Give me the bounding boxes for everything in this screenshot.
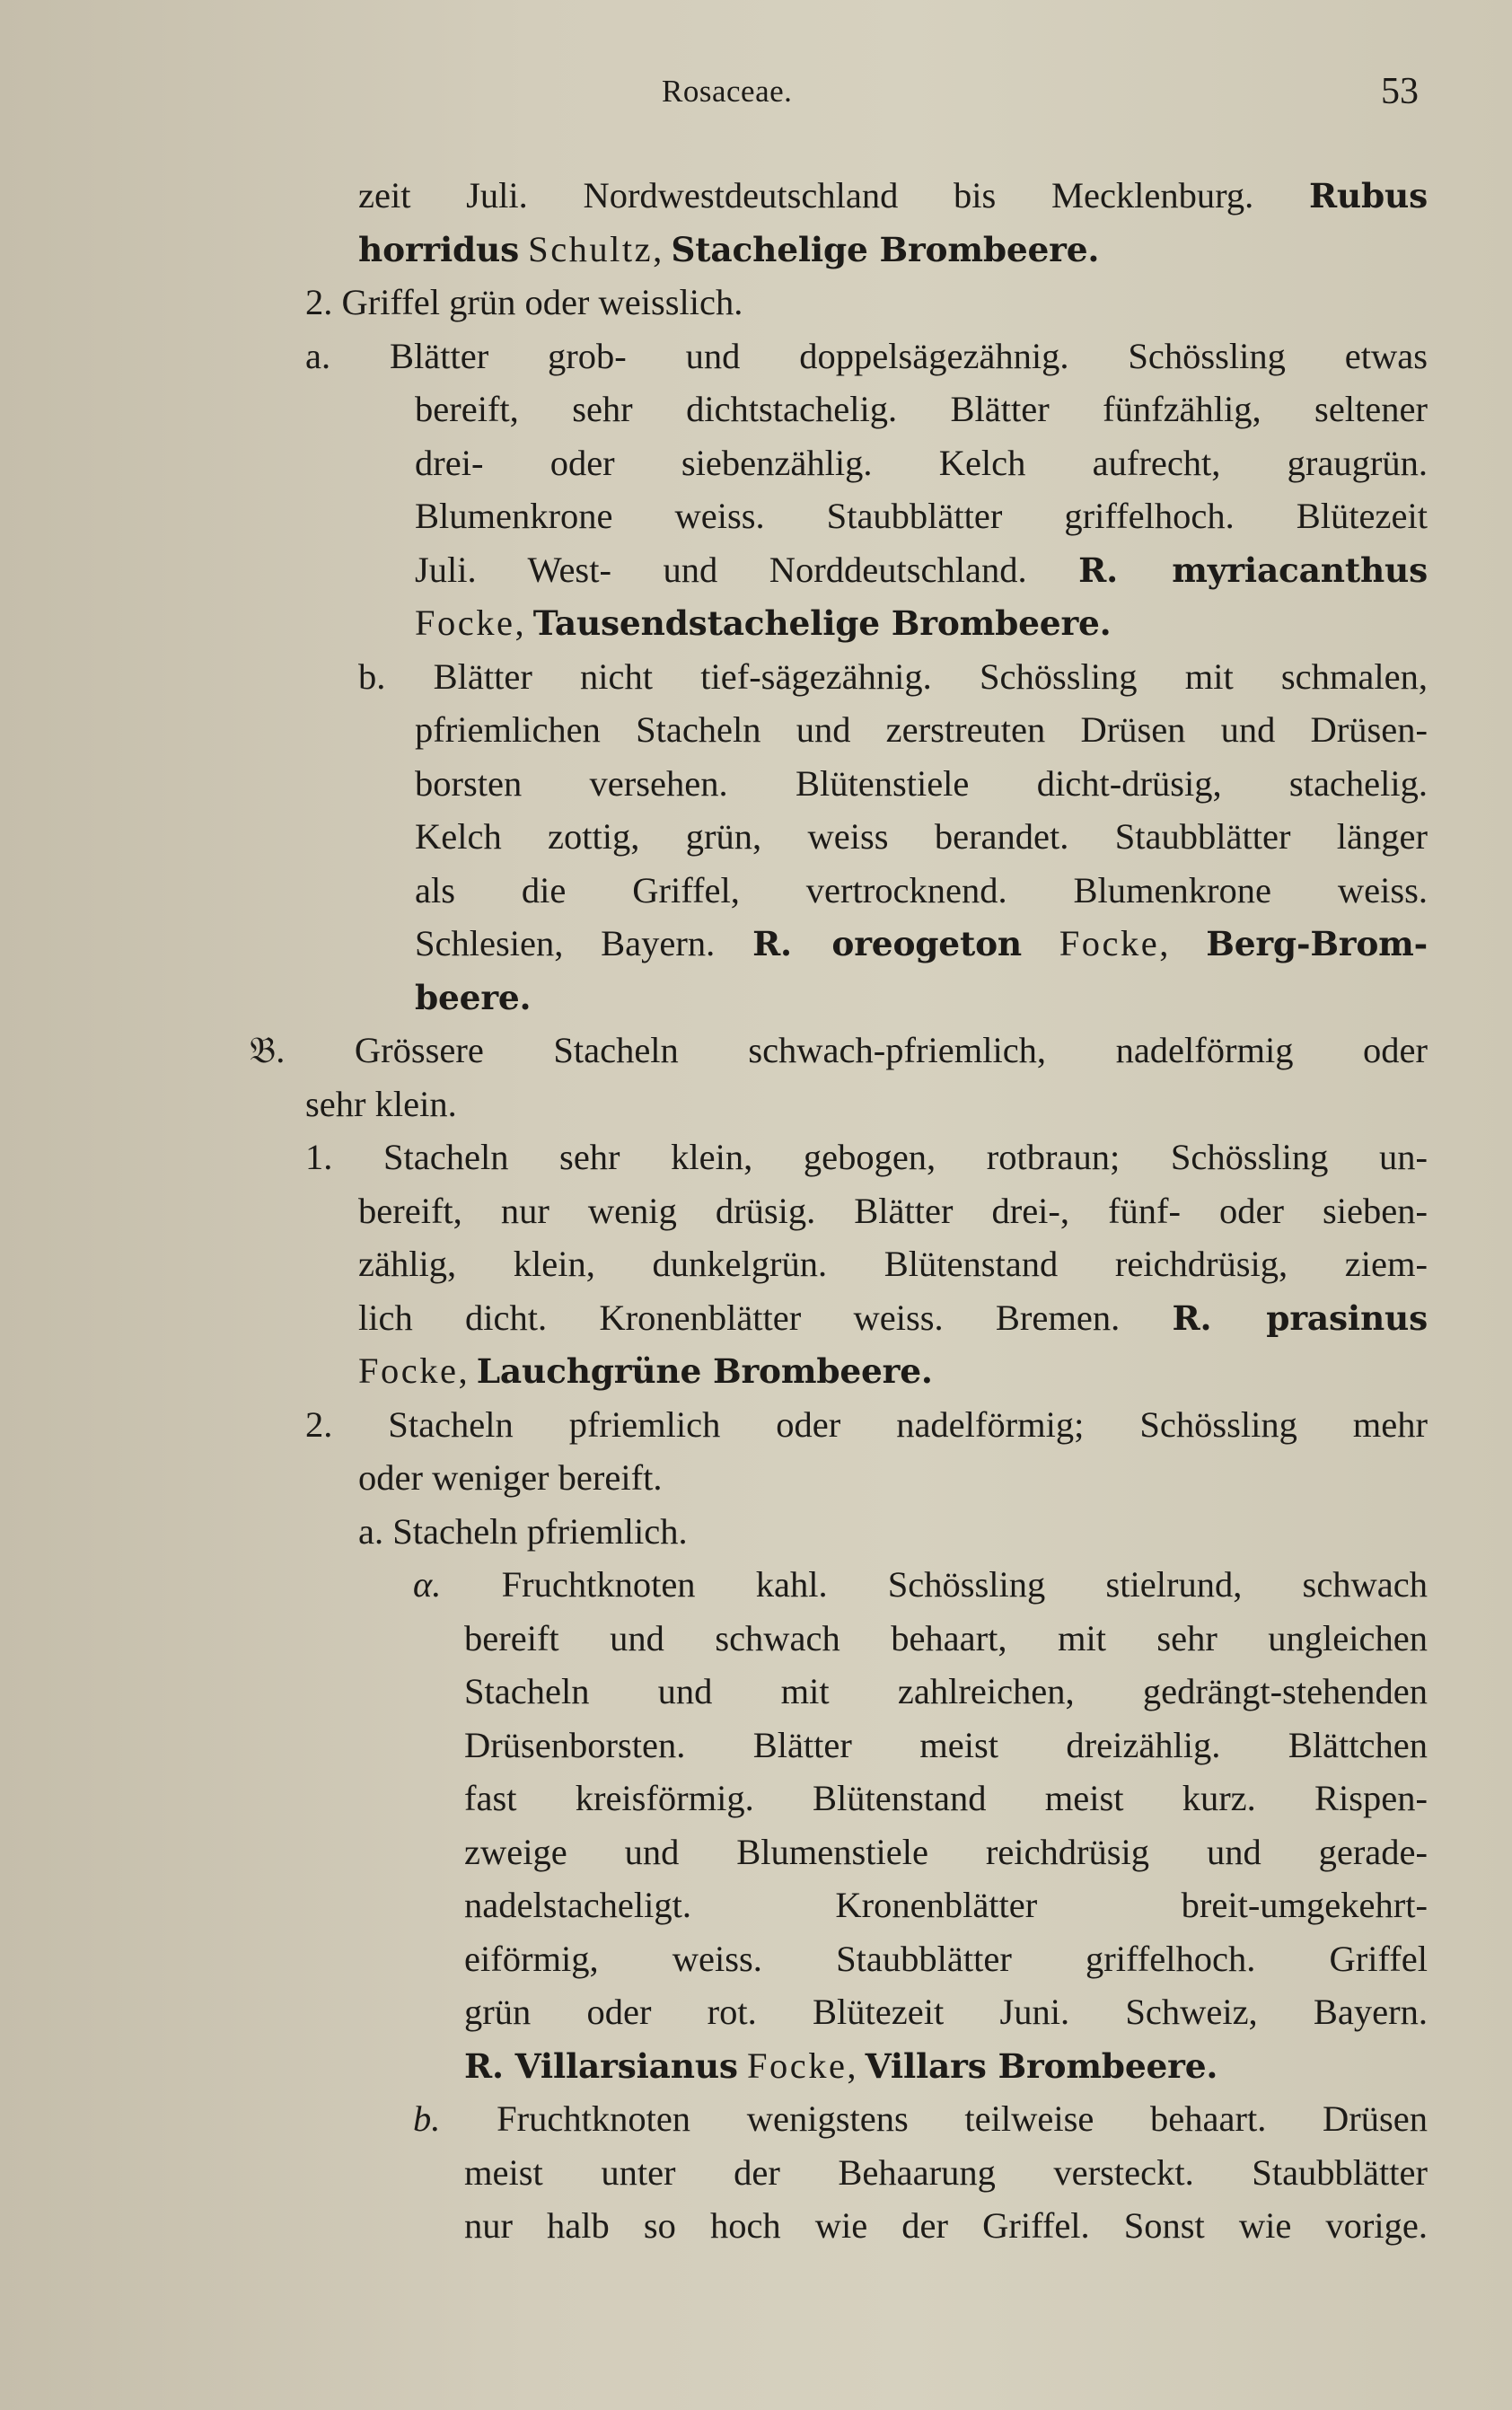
text-span: zweige und Blumenstiele reichdrüsig und gerade- <box>464 1831 1428 1872</box>
author-name: Focke <box>358 1350 459 1391</box>
bold-term: R. prasinus <box>1172 1297 1428 1338</box>
text-line <box>305 330 1428 383</box>
text-line <box>305 276 1428 330</box>
bold-term: Villars Brombeere. <box>865 2045 1218 2086</box>
text-span: b. <box>413 2098 497 2139</box>
text-line <box>358 650 1428 704</box>
text-line <box>358 1237 1428 1291</box>
text-line <box>415 810 1428 864</box>
text-span <box>519 229 528 269</box>
text-line <box>464 2039 1428 2093</box>
text-line <box>464 2146 1428 2200</box>
text-line <box>358 1344 1428 1398</box>
text-span: Drüsenborsten. Blätter meist dreizählig. Blättchen <box>464 1724 1428 1765</box>
text-line <box>358 1291 1428 1345</box>
text-line <box>358 223 1428 277</box>
text-span: 2. Griffel grün oder weisslich. <box>305 282 743 322</box>
text-span: fast kreisförmig. Blütenstand meist kurz. Rispen- <box>464 1778 1428 1818</box>
page-header <box>0 71 1512 119</box>
text-span: borsten versehen. Blütenstiele dicht-drüsig, stachelig. <box>415 762 1428 804</box>
text-span: pfriemlichen Stacheln und zerstreuten Drüsen und Drüsen- <box>415 709 1428 750</box>
author-name: Focke <box>746 2045 848 2086</box>
text-line <box>464 1665 1428 1719</box>
text-span: α. <box>413 1564 502 1605</box>
text-span: grün oder rot. Blütezeit Juni. Schweiz, Bayern. <box>464 1992 1428 2032</box>
text-line <box>413 1558 1428 1612</box>
text-span: Schlesien, Bayern. <box>415 923 753 963</box>
text-span: bereift, nur wenig drüsig. Blätter drei-, fünf- oder sieben- <box>358 1190 1428 1231</box>
text-span: als die Griffel, vertrocknend. Blumenkrone weiss. <box>415 869 1428 910</box>
text-line <box>415 489 1428 543</box>
text-span: Kelch zottig, grün, weiss berandet. Staubblätter länger <box>415 816 1428 857</box>
body-text <box>250 169 1428 2253</box>
author-name: Schultz <box>528 228 654 269</box>
text-line <box>358 1451 1428 1505</box>
text-line <box>415 864 1428 918</box>
text-line <box>358 1505 1428 1559</box>
bold-term: Lauchgrüne Brombeere. <box>476 1351 933 1391</box>
text-span: , <box>847 2045 866 2086</box>
text-span: 1. Stacheln sehr klein, gebogen, rotbraun; Schössling un- <box>305 1137 1428 1177</box>
text-span: 2. Stacheln pfriemlich oder nadelförmig; Schössling mehr <box>305 1403 1428 1445</box>
text-span: , <box>1159 923 1207 963</box>
text-line <box>413 2092 1428 2146</box>
text-line <box>415 383 1428 436</box>
text-span: drei- oder siebenzählig. Kelch aufrecht, graugrün. <box>415 442 1428 483</box>
text-line <box>415 703 1428 757</box>
text-line <box>464 1985 1428 2039</box>
text-line <box>415 436 1428 490</box>
text-span: zählig, klein, dunkelgrün. Blütenstand reichdrüsig, ziem- <box>358 1244 1428 1284</box>
text-line <box>464 1932 1428 1986</box>
text-line <box>464 1825 1428 1879</box>
text-line <box>358 169 1428 223</box>
text-span: Blumenkrone weiss. Staubblätter griffelhoch. Blütezeit <box>415 496 1428 536</box>
text-span: oder weniger bereift. <box>358 1457 663 1498</box>
bold-term: horridus <box>358 229 520 269</box>
text-span: meist unter der Behaarung versteckt. Staubblätter <box>464 2151 1428 2193</box>
text-line <box>250 1024 1428 1077</box>
bold-term: Berg-Brom- <box>1206 924 1428 963</box>
text-span: nadelstacheligt. Kronenblätter breit-umgekehrt- <box>464 1885 1428 1925</box>
text-span: 𝔅. Grössere Stacheln schwach-pfriemlich, nadelförmig oder <box>250 1030 1428 1070</box>
text-span <box>1022 923 1059 963</box>
text-span: Juli. West- und Norddeutschland. <box>415 549 1079 590</box>
bold-term: R. Villarsianus <box>464 2045 738 2086</box>
bold-term: R. oreogeton <box>752 924 1022 963</box>
author-name: Focke <box>1059 923 1160 963</box>
text-span: , <box>458 1350 477 1391</box>
text-span: lich dicht. Kronenblätter weiss. Bremen. <box>358 1297 1173 1338</box>
text-line <box>464 1719 1428 1772</box>
text-span: a. Stacheln pfriemlich. <box>358 1510 688 1552</box>
text-line <box>415 917 1428 971</box>
bold-term: R. myriacanthus <box>1078 550 1428 590</box>
running-title: Rosaceae. <box>662 74 793 109</box>
text-line <box>464 1772 1428 1825</box>
text-span <box>738 2045 747 2086</box>
text-line <box>305 1077 1428 1131</box>
text-line <box>464 1612 1428 1666</box>
text-line <box>305 1398 1428 1452</box>
text-span: , <box>514 602 533 643</box>
bold-term: Rubus <box>1308 176 1428 215</box>
text-span: zeit Juli. Nordwestdeutschland bis Mecklenburg. <box>358 175 1309 215</box>
text-line <box>415 596 1428 650</box>
text-line <box>415 543 1428 597</box>
text-line <box>415 757 1428 811</box>
text-span: sehr klein. <box>305 1083 457 1124</box>
text-span: , <box>653 228 672 269</box>
text-line <box>464 2199 1428 2253</box>
text-span: nur halb so hoch wie der Griffel. Sonst wie vorige. <box>464 2205 1428 2246</box>
text-span: bereift und schwach behaart, mit sehr ungleichen <box>464 1617 1428 1658</box>
text-span: bereift, sehr dichtstachelig. Blätter fünfzählig, seltener <box>415 389 1428 429</box>
text-span: Stacheln und mit zahlreichen, gedrängt-stehenden <box>464 1671 1428 1711</box>
text-line <box>358 1184 1428 1238</box>
text-span: eiförmig, weiss. Staubblätter griffelhoch. Griffel <box>464 1938 1428 1979</box>
bold-term: Stachelige Brombeere. <box>671 229 1100 269</box>
text-span: b. Blätter nicht tief-sägezähnig. Schössling mit schmalen, <box>358 655 1428 697</box>
text-span: Fruchtknoten kahl. Schössling stielrund, schwach <box>501 1564 1428 1605</box>
text-line <box>305 1130 1428 1184</box>
text-span: Fruchtknoten wenigstens teilweise behaart. Drüsen <box>497 2098 1428 2139</box>
text-line <box>464 1878 1428 1932</box>
author-name: Focke <box>415 602 515 643</box>
bold-term: beere. <box>415 977 532 1017</box>
page-number: 53 <box>1381 71 1419 112</box>
text-span: a. Blätter grob- und doppelsägezähnig. Schössling etwas <box>305 335 1428 376</box>
text-line <box>415 971 1428 1025</box>
bold-term: Tausendstachelige Brombeere. <box>532 603 1112 643</box>
